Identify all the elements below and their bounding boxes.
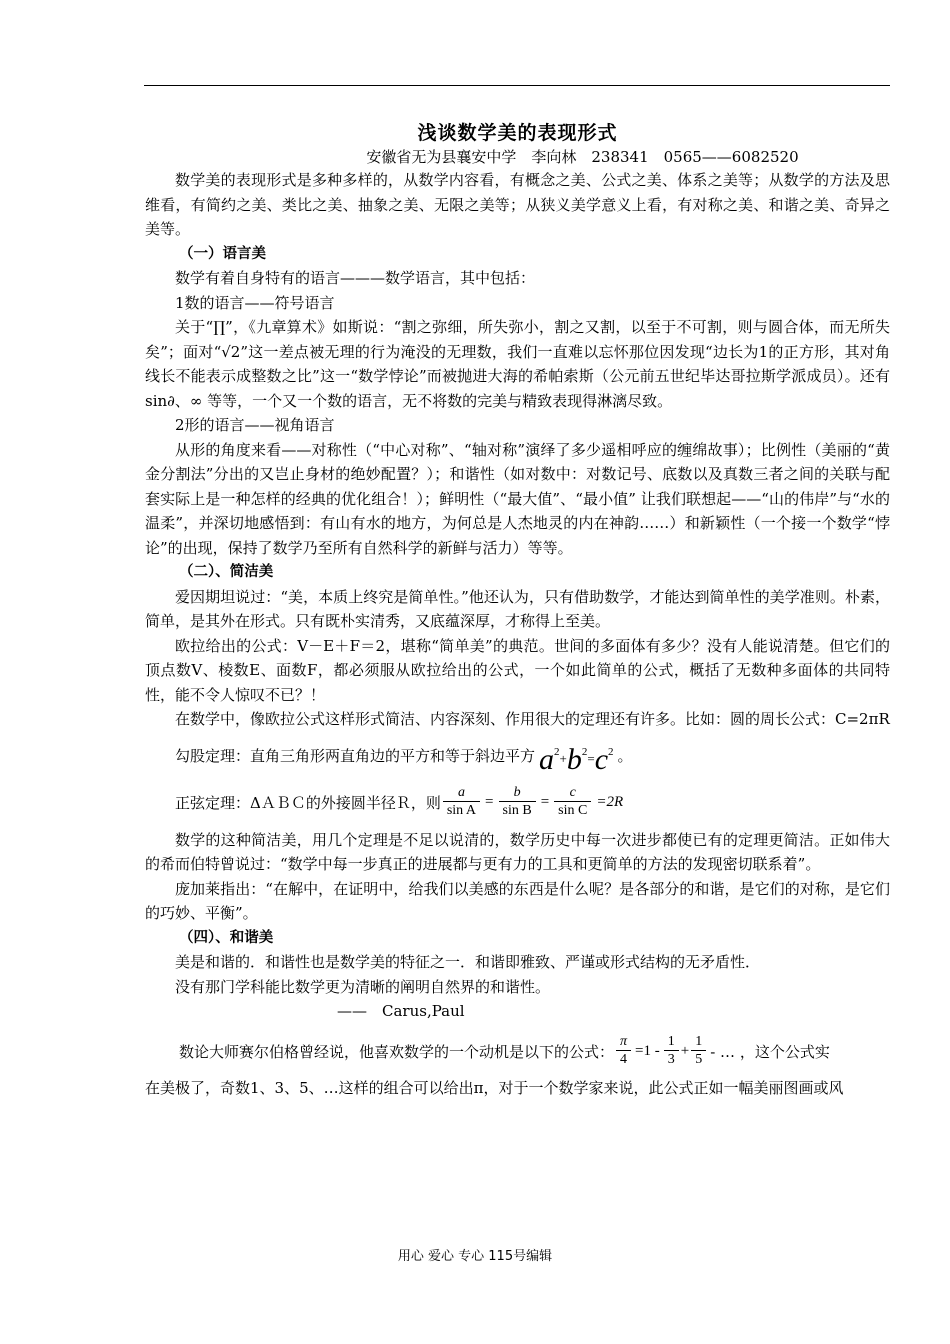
subheading: 1数的语言——符号语言 xyxy=(175,293,335,312)
paragraph: 关于“∏”，《九章算术》如斯说：“割之弥细，所失弥小，割之又割，以至于不可割，则与圆合体，而无所失矣”；面对“√2”这一差点被无理的行为淹没的无理数，我们一直难以忘怀那位因发现“边长为1的正方形，其对角线长不能表示成整数之比”这一“数学悖论”而被抛进大海的希帕索斯（公元前五世纪毕达哥拉斯学派成员）。还有sin∂、∞ 等等，一个又一个数的语言，无不将数的完美与精致表现得淋漓尽致。 xyxy=(145,318,890,410)
formula-a: a xyxy=(539,742,555,776)
subheading: 2形的语言——视角语言 xyxy=(175,416,335,434)
quote-attribution: —— Carus,Paul xyxy=(337,1002,465,1020)
fraction-pi-over-4 xyxy=(616,1034,631,1069)
paragraph: 数学的这种简洁美，用几个定理是不足以说清的，数学历史中每一次进步都使已有的定理更简洁。正如伟大的希而伯特曾说过：“数学中每一步真正的进展都与更有力的工具和更简单的方法的发现密切联系着”。 xyxy=(145,830,890,873)
formula-c: c xyxy=(594,742,609,776)
formula-b: b xyxy=(566,742,582,776)
denominator: 4 xyxy=(616,1050,631,1069)
paragraph: 没有那门学科能比数学更为清晰的阐明自然界的和谐性。 xyxy=(175,977,551,996)
paragraph: 从形的角度来看——对称性（“中心对称”、“轴对称”演绎了多少遥相呼应的缠绵故事）；比例性（美丽的“黄金分割法”分出的又岂止身材的绝妙配置？）；和谐性（如对数中：对数记号、底数以及真数三者之间的关联与配套实际上是一种怎样的经典的优化组合！）；鲜明性（“最大值”、“最小值” 让我们联想起——“山的伟岸”与“水的温柔”，并深切地感悟到：有山有水的地方，为何总是人杰地灵的内在神韵……）和新颖性（一个接一个数学“悖论”的出现，保持了数学乃至所有自然科学的新鲜与活力）等等。 xyxy=(145,440,890,557)
leibniz-series-line xyxy=(145,1028,890,1076)
intro-paragraph: 数学美的表现形式是多种多样的，从数学内容看，有概念之美、公式之美、体系之美等；从数学的方法及思维看，有简约之美、类比之美、抽象之美、无限之美等；从狭义美学意义上看，有对称之美、和谐之美、奇异之美等。 xyxy=(145,171,890,238)
fraction-one-third xyxy=(664,1034,679,1069)
paragraph: 数学有着自身特有的语言———数学语言，其中包括： xyxy=(175,269,536,287)
paragraph: 庞加莱指出：“在解中，在证明中，给我们以美感的东西是什么呢？是各部分的和谐，是它们的对称，是它们的巧妙、平衡”。 xyxy=(145,879,890,922)
denominator: sin A xyxy=(443,801,480,820)
pythagorean-end: 。 xyxy=(617,747,633,765)
formula-exponent: 2 xyxy=(581,745,588,758)
denominator: sin B xyxy=(499,801,536,820)
fraction-c-sinC xyxy=(554,785,591,820)
pythagorean-formula xyxy=(539,737,614,775)
equals-sign: = xyxy=(485,794,494,810)
section-heading-harmony: （四）、和谐美 xyxy=(179,929,274,946)
numerator: a xyxy=(457,785,465,800)
sine-law-rhs: =2R xyxy=(596,794,624,810)
numerator: 1 xyxy=(695,1034,703,1049)
section-heading-language: （一）语言美 xyxy=(179,245,266,262)
sine-law-text: 正弦定理：ΔＡＢＣ的外接圆半径Ｒ，则 xyxy=(175,794,441,812)
page-footer: 用心 爱心 专心 115号编辑 xyxy=(397,1249,553,1264)
series-equals-one-minus: =1 - xyxy=(635,1043,660,1059)
page-title: 浅谈数学美的表现形式 xyxy=(417,122,618,144)
paragraph: 爱因期坦说过：“美，本质上终究是简单性。”他还认为，只有借助数学，才能达到简单性的美学准则。朴素，简单，是其外在形式。只有既朴实清秀，又底蕴深厚，才称得上至美。 xyxy=(145,587,890,630)
section-heading-simplicity: （二）、简洁美 xyxy=(179,564,274,580)
plus-sign: + xyxy=(680,1043,690,1059)
numerator: 1 xyxy=(667,1034,675,1049)
author-line: 安徽省无为县襄安中学 李向林 238341 0565——6082520 xyxy=(366,148,799,166)
numerator: c xyxy=(569,785,576,800)
fraction-b-sinB xyxy=(499,785,536,820)
numerator: π xyxy=(620,1034,628,1049)
pythagorean-line xyxy=(145,734,890,778)
denominator: sin C xyxy=(554,801,591,820)
fraction-one-fifth xyxy=(691,1034,706,1069)
paragraph: 欧拉给出的公式：V－E＋F＝2，堪称“简单美”的典范。世间的多面体有多少？没有人能说清楚。但它们的顶点数V、棱数E、面数F，都必须服从欧拉给出的公式，一个如此简单的公式，概括了无数种多面体的共同特性，能不令人惊叹不已？！ xyxy=(145,636,890,704)
formula-plus: + xyxy=(559,750,567,766)
document-body xyxy=(145,120,890,1100)
denominator: 3 xyxy=(664,1050,679,1069)
denominator: 5 xyxy=(691,1050,706,1069)
numerator: b xyxy=(513,785,521,800)
paragraph-continuation: 在美极了，奇数1、3、5、…这样的组合可以给出π，对于一个数学家来说，此公式正如一幅美丽图画或风 xyxy=(145,1078,844,1097)
pythagorean-text: 勾股定理：直角三角形两直角边的平方和等于斜边平方 xyxy=(175,747,536,765)
paragraph: 美是和谐的．和谐性也是数学美的特征之一．和谐即雅致、严谨或形式结构的无矛盾性． xyxy=(175,953,761,971)
fraction-a-sinA xyxy=(443,785,480,820)
series-tail-text: - … ，这个公式实 xyxy=(710,1043,830,1061)
header-rule xyxy=(144,85,890,86)
equals-sign: = xyxy=(540,794,550,810)
formula-exponent: 2 xyxy=(608,745,614,758)
formula-equals: = xyxy=(587,750,595,766)
sine-law-line xyxy=(145,778,890,828)
formula-exponent: 2 xyxy=(554,745,560,758)
series-intro-text: 数论大师赛尔伯格曾经说，他喜欢数学的一个动机是以下的公式： xyxy=(179,1043,615,1061)
paragraph: 在数学中，像欧拉公式这样形式简洁、内容深刻、作用很大的定理还有许多。比如：圆的周长公式：C=2πR xyxy=(175,710,890,728)
